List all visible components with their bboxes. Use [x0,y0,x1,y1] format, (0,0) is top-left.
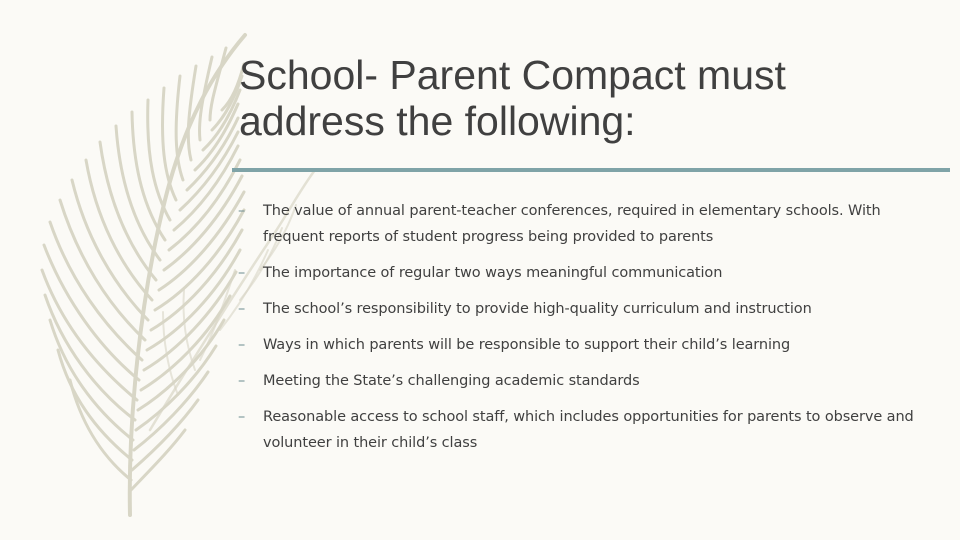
dash-marker: – [238,337,246,353]
slide-title-line-1: School- Parent Compact must [239,52,786,98]
dash-marker: – [238,373,246,389]
bullet-item-staff-access [238,404,918,456]
bullet-list [238,198,918,466]
bullet-item-standards [238,368,918,394]
title-divider [232,168,950,172]
bullet-item-curriculum [238,296,918,322]
dash-marker: – [238,203,246,219]
bullet-text: The school’s responsibility to provide high-quality curriculum and instruction [263,301,812,317]
bullet-text: The importance of regular two ways meaningful communication [263,265,723,281]
bullet-item-communication [238,260,918,286]
bullet-text: Ways in which parents will be responsible to support their child’s learning [263,337,791,353]
bullet-text: Reasonable access to school staff, which includes opportunities for parents to observe and volunteer in their child’s class [263,409,914,451]
bullet-text: The value of annual parent-teacher conferences, required in elementary schools. With frequent reports of student progress being provided to parents [263,203,881,245]
dash-marker: – [238,301,246,317]
bullet-text: Meeting the State’s challenging academic standards [263,373,640,389]
bullet-item-conferences [238,198,918,250]
bullet-item-parent-responsibility [238,332,918,358]
slide-title [239,52,929,144]
dash-marker: – [238,265,246,281]
dash-marker: – [238,409,246,425]
slide-title-line-2: address the following: [239,98,636,144]
